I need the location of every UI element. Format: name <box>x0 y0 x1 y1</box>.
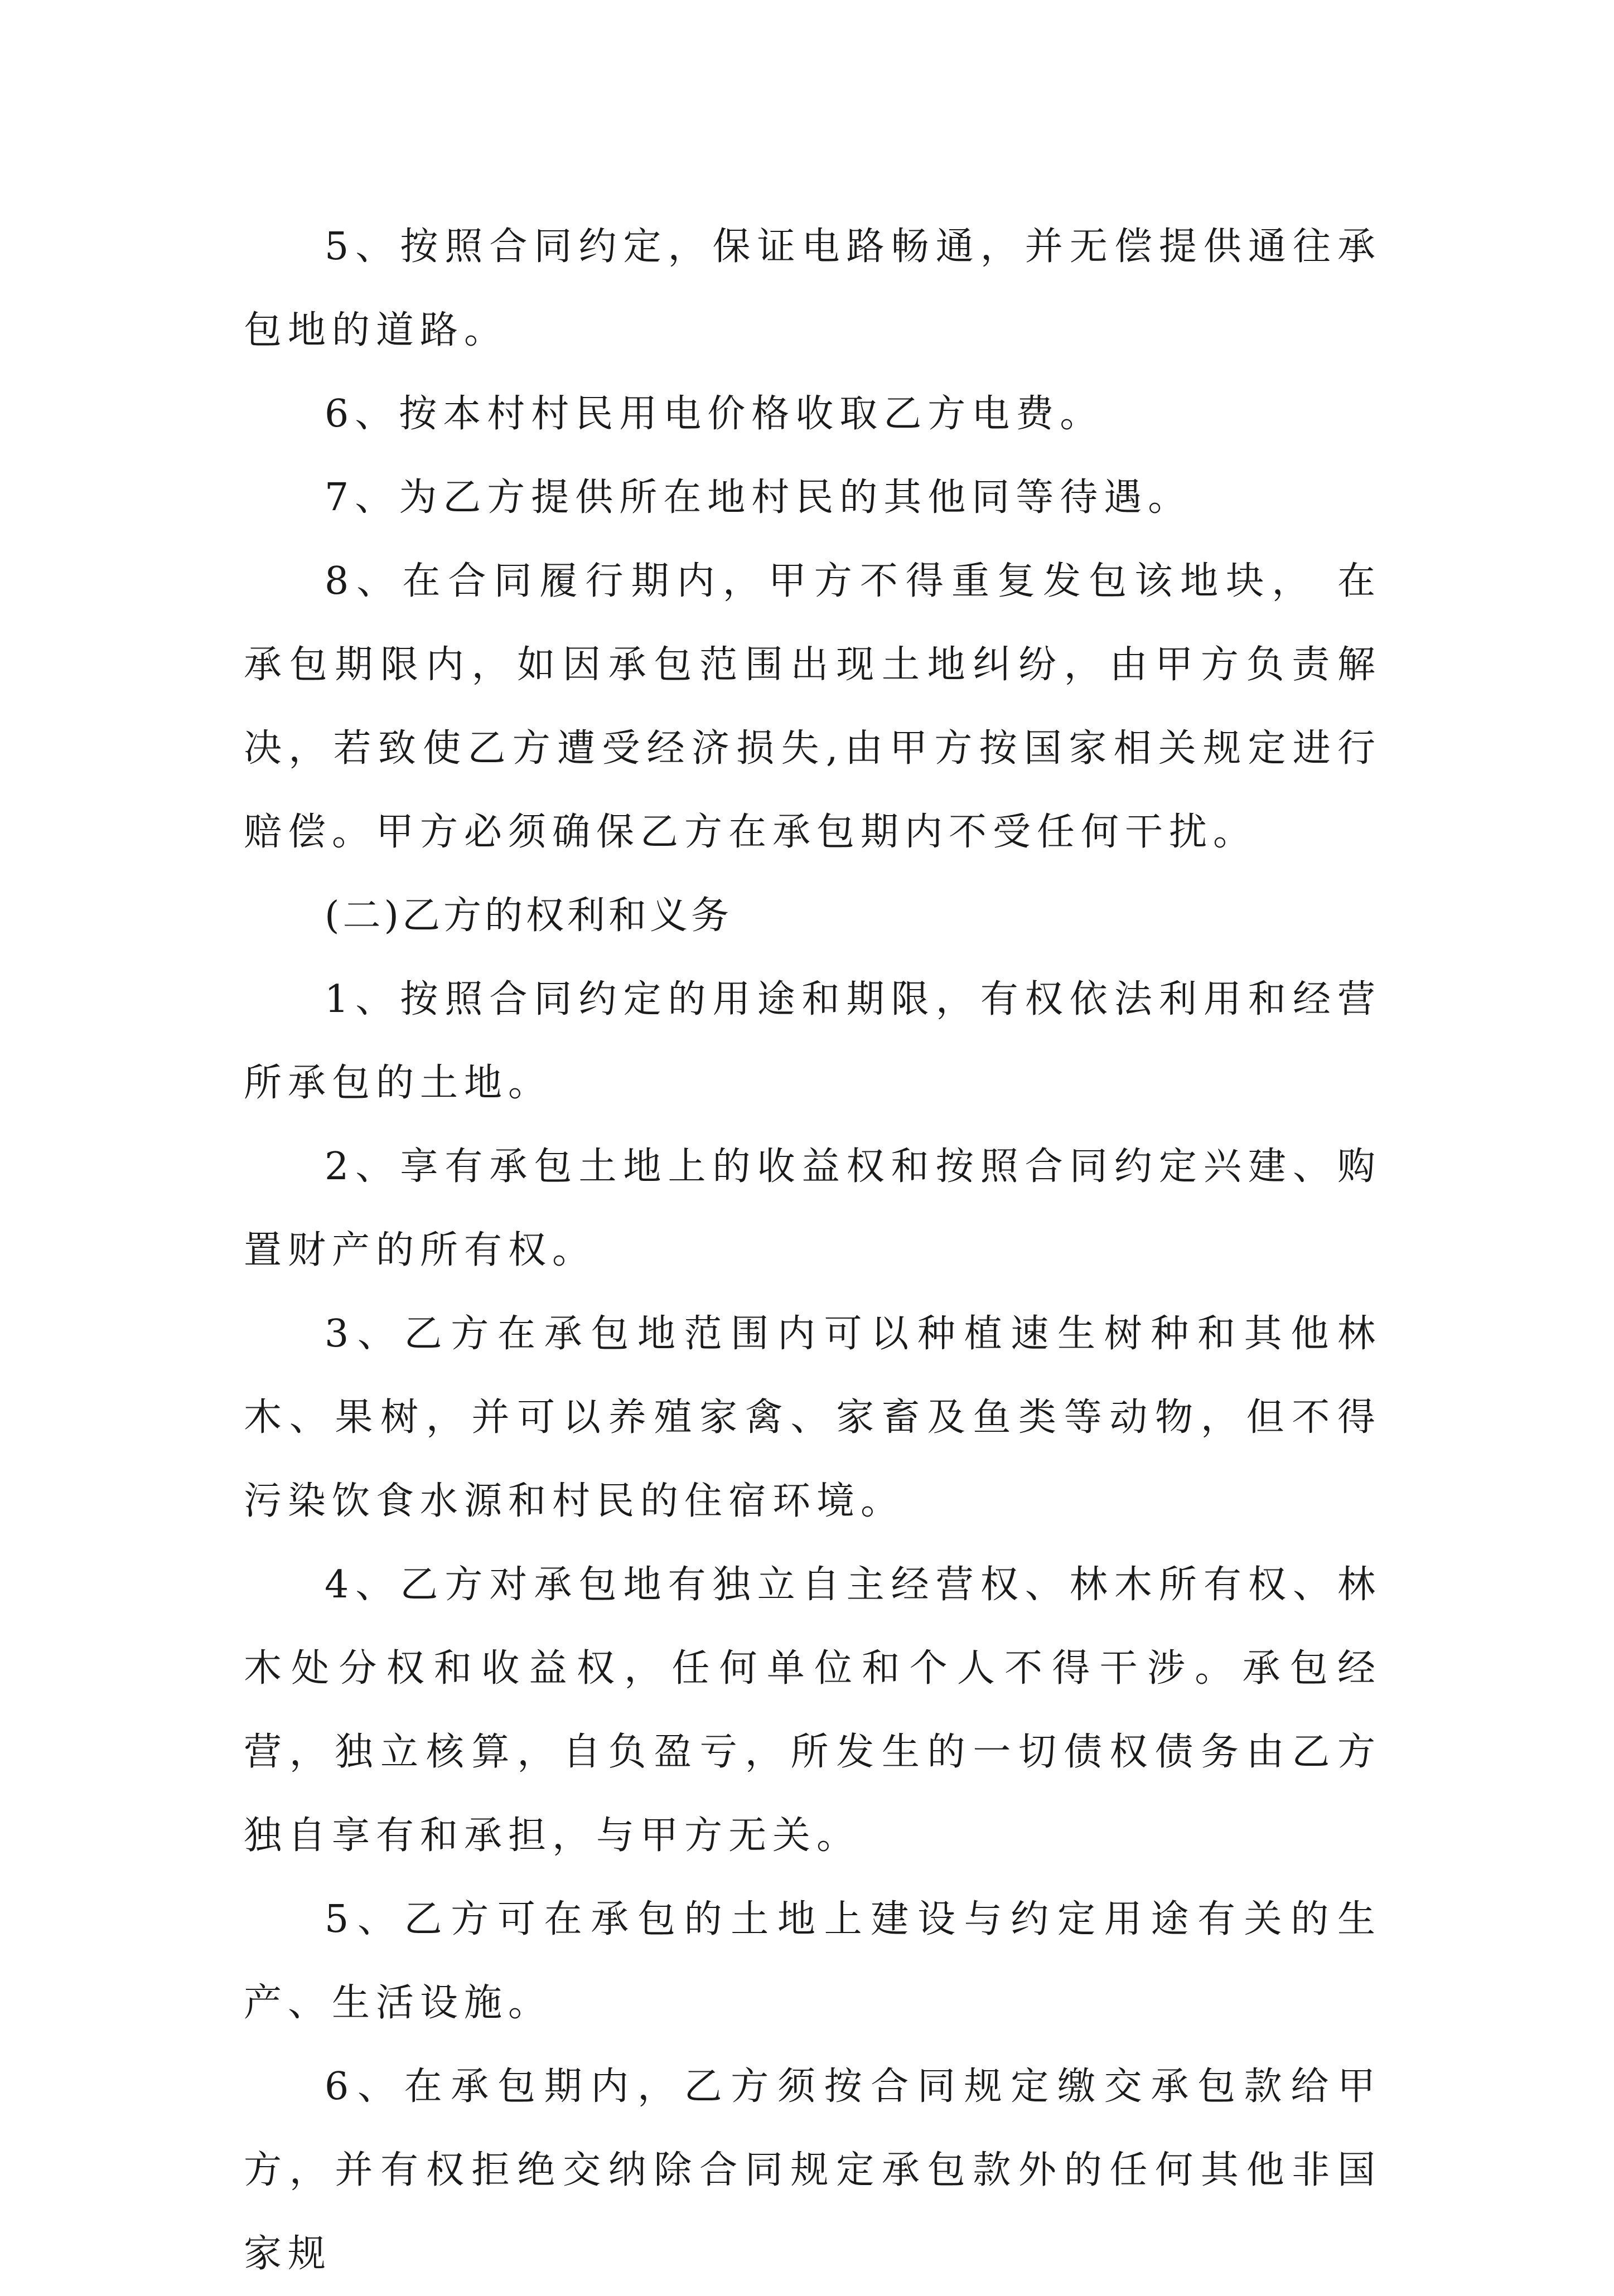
paragraph-item-2-income-rights: 2、享有承包土地上的收益权和按照合同约定兴建、购置财产的所有权。 <box>244 1145 1381 1272</box>
paragraph-item-6-electricity-fee: 6、按本村村民用电价格收取乙方电费。 <box>325 392 1104 436</box>
paragraph-item-8-no-duplicate-contract: 8、在合同履行期内，甲方不得重复发包该地块， 在承包期限内，如因承包范围出现土地纠纷，由甲方负责解决，若致使乙方遭受经济损失,由甲方按国家相关规定进行赔偿。甲方必须确保乙方在承包期内不受任何干扰。 <box>244 559 1381 854</box>
paragraph-item-6-contract-payment: 6、在承包期内，乙方须按合同规定缴交承包款给甲方，并有权拒绝交纳除合同规定承包款外的任何其他非国家规 <box>244 2065 1381 2276</box>
section-heading-party-b-rights: (二)乙方的权利和义务 <box>325 894 733 938</box>
paragraph-item-5-road: 5、按照合同约定，保证电路畅通，并无偿提供通往承包地的道路。 <box>244 225 1381 352</box>
paragraph-item-3-planting: 3、乙方在承包地范围内可以种植速生树种和其他林木、果树，并可以养殖家禽、家畜及鱼类等动物，但不得污染饮食水源和村民的住宿环境。 <box>244 1312 1381 1523</box>
paragraph-item-1-land-use: 1、按照合同约定的用途和期限，有权依法利用和经营所承包的土地。 <box>244 977 1381 1105</box>
document-body <box>244 205 1381 2296</box>
paragraph-item-5-facilities: 5、乙方可在承包的土地上建设与约定用途有关的生产、生活设施。 <box>244 1897 1381 2025</box>
paragraph-item-4-independent-operation: 4、乙方对承包地有独立自主经营权、林木所有权、林木处分权和收益权，任何单位和个人不得干涉。承包经营，独立核算，自负盈亏，所发生的一切债权债务由乙方独自享有和承担，与甲方无关。 <box>244 1563 1381 1858</box>
paragraph-item-7-equal-treatment: 7、为乙方提供所在地村民的其他同等待遇。 <box>325 476 1192 520</box>
